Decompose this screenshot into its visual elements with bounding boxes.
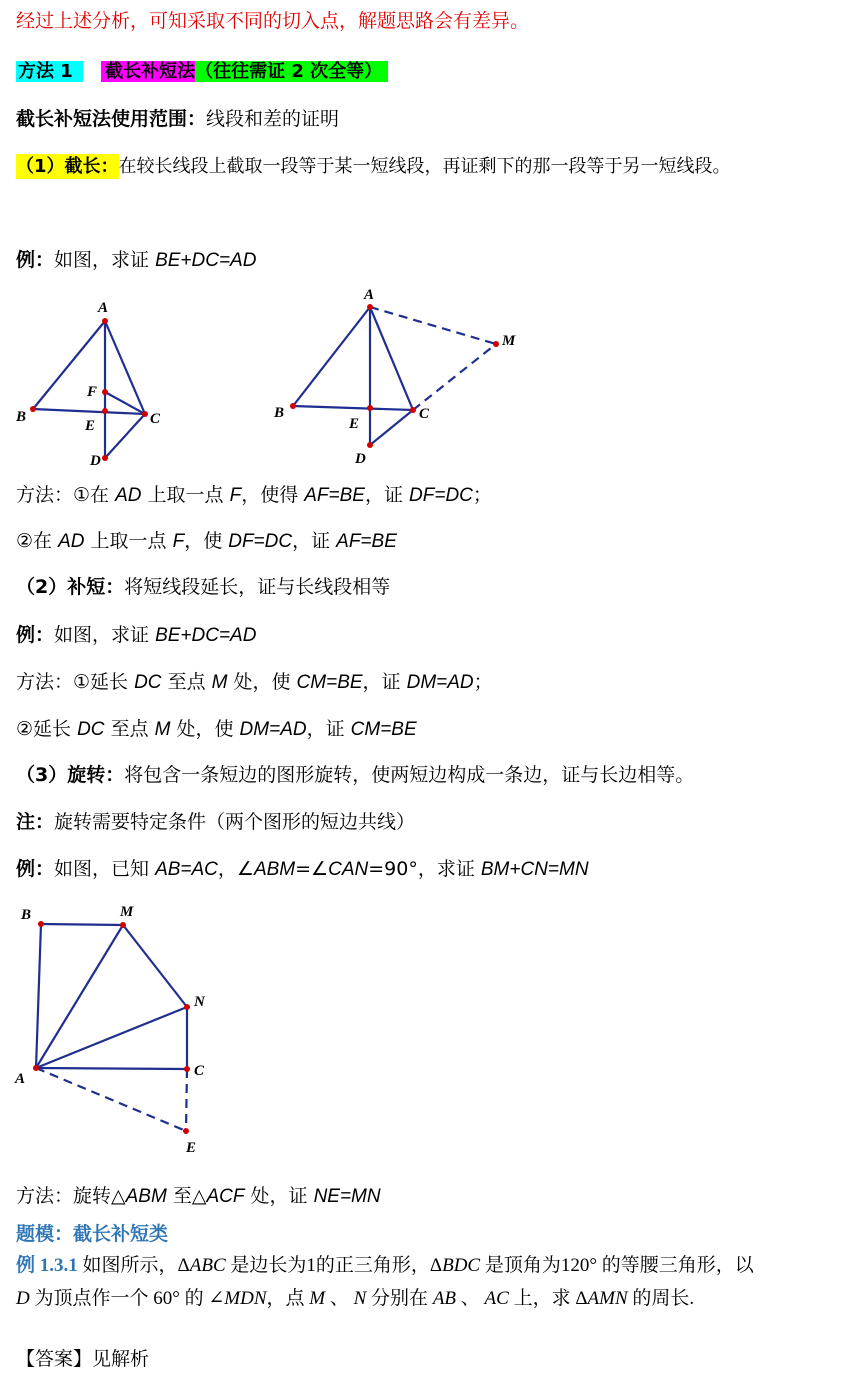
m2-s2: F <box>172 531 185 552</box>
method-4-line <box>16 716 417 743</box>
ex131-l2d: ，点 <box>266 1288 310 1309</box>
ex2-eq: BE+DC=AD <box>155 625 257 646</box>
example3-line <box>16 856 589 883</box>
m4-t2: 处，使 <box>170 718 240 740</box>
scope-label: 截长补短法使用范围： <box>16 108 207 130</box>
m5-s2: ACF <box>206 1186 245 1207</box>
m2-s1: AD <box>58 531 85 552</box>
m2-t1: 上取一点 <box>84 530 173 552</box>
method-label: 方法 1 <box>16 61 83 82</box>
ex3-t3: =90°，求证 <box>368 858 481 880</box>
note-line <box>16 809 415 835</box>
fig1-label-d: D <box>90 453 101 469</box>
fig1-label-e: E <box>85 418 96 434</box>
ex2-text: 如图，求证 <box>54 624 156 646</box>
m1-t3: ，证 <box>364 484 410 506</box>
figure-1 <box>10 295 190 475</box>
method-3-line <box>16 669 493 696</box>
example2-line <box>16 622 256 649</box>
fig3-label-c: C <box>194 1063 205 1079</box>
ex131-l2a: D <box>16 1288 30 1309</box>
m5-s3: NE=MN <box>313 1186 381 1207</box>
m1-s3: AF=BE <box>304 485 365 506</box>
ex3-t2: =∠ <box>295 858 329 880</box>
ex131-l2n: 的周长. <box>627 1288 695 1309</box>
ex1-eq: BE+DC=AD <box>155 250 257 271</box>
fig2-label-m: M <box>502 333 516 349</box>
ex3-s3: CAN <box>328 859 369 880</box>
m3-s1: DC <box>134 672 162 693</box>
example1-line <box>16 247 256 274</box>
fig2-label-c: C <box>419 406 430 422</box>
fig3-label-a: A <box>15 1071 26 1087</box>
ex131-l1c: 是边长为1的正三角形，Δ <box>225 1255 443 1276</box>
method-2-line <box>16 528 397 555</box>
ex131-l2c: MDN <box>224 1288 267 1309</box>
ex131-l1d: BDC <box>442 1255 481 1276</box>
m3-s2: M <box>211 672 228 693</box>
answer-line: 【答案】见解析 <box>16 1348 150 1370</box>
m5-t1: 至△ <box>166 1185 207 1207</box>
m3-t3: ，证 <box>362 671 407 693</box>
ex131-line-2 <box>16 1286 694 1312</box>
intro-text: 经过上述分析，可知采取不同的切入点，解题思路会有差异。 <box>16 10 530 32</box>
m4-s3: DM=AD <box>239 719 307 740</box>
ex131-l2g: N <box>353 1288 367 1309</box>
note-text: 旋转需要特定条件（两个图形的短边共线） <box>54 811 416 833</box>
fig1-label-c: C <box>150 411 161 427</box>
m5-t2: 处，证 <box>244 1185 314 1207</box>
m4-s2: M <box>154 719 171 740</box>
ex131-l2m: AMN <box>587 1288 628 1309</box>
ex3-s1: AB=AC <box>155 859 218 880</box>
m1-t4: ； <box>472 484 492 506</box>
method-note: （往往需证 2 次全等） <box>195 61 388 82</box>
m5-s1: ABM <box>125 1186 167 1207</box>
m2-s4: AF=BE <box>336 531 397 552</box>
fig1-label-f: F <box>87 384 98 400</box>
ex1-label: 例： <box>16 249 55 271</box>
ex3-label: 例： <box>16 858 55 880</box>
m2-pre: ②在 <box>16 530 59 552</box>
m4-pre: ②延长 <box>16 718 78 740</box>
fig1-label-b: B <box>16 409 27 425</box>
m2-s3: DF=DC <box>228 531 293 552</box>
fig2-label-a: A <box>364 287 375 303</box>
method-header <box>16 56 388 88</box>
model-heading: 题模：截长补短类 <box>16 1223 169 1245</box>
fig3-label-b: B <box>21 907 32 923</box>
m4-t3: ，证 <box>306 718 351 740</box>
fig2-label-e: E <box>349 416 360 432</box>
method-5-line <box>16 1183 381 1210</box>
ex131-l2i: AB <box>432 1288 457 1309</box>
ex131-l1e: 是顶角为120° 的等腰三角形，以 <box>480 1255 754 1276</box>
m5-pre: 方法：旋转△ <box>16 1185 126 1207</box>
ex131-l2k: AC <box>484 1288 509 1309</box>
m1-s1: AD <box>115 485 142 506</box>
m3-pre: 方法：①延长 <box>16 671 135 693</box>
note-label: 注： <box>16 811 55 833</box>
m1-pre: 方法：①在 <box>16 484 116 506</box>
ex131-l1b: ABC <box>189 1255 226 1276</box>
ex131-l2e: M <box>309 1288 326 1309</box>
m4-s1: DC <box>77 719 105 740</box>
ex131-label: 例 1.3.1 <box>16 1255 78 1276</box>
ex131-l2b: 为顶点作一个 60° 的 ∠ <box>29 1288 225 1309</box>
m4-s4: CM=BE <box>350 719 417 740</box>
ex131-l2h: 分别在 <box>366 1288 433 1309</box>
method-name: 截长补短法 <box>101 61 195 82</box>
ex3-s2: ABM <box>253 859 296 880</box>
ex131-l2l: 上，求 Δ <box>508 1288 588 1309</box>
ex131-line-1 <box>16 1253 754 1279</box>
fig3-label-n: N <box>194 994 205 1010</box>
rotate-line <box>16 762 694 788</box>
m3-t1: 至点 <box>161 671 212 693</box>
cut-text: 在较长线段上截取一段等于某一短线段，再证剩下的那一段等于另一短线段。 <box>118 156 731 177</box>
rot-label: （3）旋转： <box>16 764 125 786</box>
m3-s4: DM=AD <box>406 672 474 693</box>
scope-line <box>16 106 339 132</box>
cut-label: （1）截长： <box>16 156 119 177</box>
ex131-l2f: 、 <box>325 1288 354 1309</box>
ex1-text: 如图，求证 <box>54 249 156 271</box>
m3-t2: 处，使 <box>227 671 297 693</box>
m1-t1: 上取一点 <box>141 484 230 506</box>
ex3-s4: BM+CN=MN <box>480 859 589 880</box>
ex3-pre: 如图，已知 <box>54 858 156 880</box>
fig3-label-e: E <box>186 1140 197 1156</box>
ex131-l2j: 、 <box>456 1288 485 1309</box>
fig3-label-m: M <box>120 904 134 920</box>
add-label: （2）补短： <box>16 576 125 598</box>
ex3-t1: ，∠ <box>217 858 254 880</box>
m4-t1: 至点 <box>104 718 155 740</box>
figure-2 <box>270 285 530 475</box>
m3-s3: CM=BE <box>296 672 363 693</box>
m1-s2: F <box>229 485 242 506</box>
m1-s4: DF=DC <box>409 485 473 506</box>
ex2-label: 例： <box>16 624 55 646</box>
m2-t3: ，证 <box>292 530 337 552</box>
fig2-label-d: D <box>355 451 366 467</box>
cut-line <box>16 152 731 182</box>
scope-text: 线段和差的证明 <box>206 108 340 130</box>
add-text: 将短线段延长，证与长线段相等 <box>124 576 391 598</box>
rot-text: 将包含一条短边的图形旋转，使两短边构成一条边，证与长边相等。 <box>124 764 695 786</box>
ex131-l1a: 如图所示，Δ <box>77 1255 190 1276</box>
fig2-label-b: B <box>274 405 285 421</box>
m1-t2: ，使得 <box>241 484 305 506</box>
m3-t4: ； <box>473 671 493 693</box>
method-1-line <box>16 482 492 509</box>
add-line <box>16 574 390 600</box>
fig1-label-a: A <box>98 300 109 316</box>
m2-t2: ，使 <box>184 530 229 552</box>
figure-3 <box>12 900 232 1160</box>
